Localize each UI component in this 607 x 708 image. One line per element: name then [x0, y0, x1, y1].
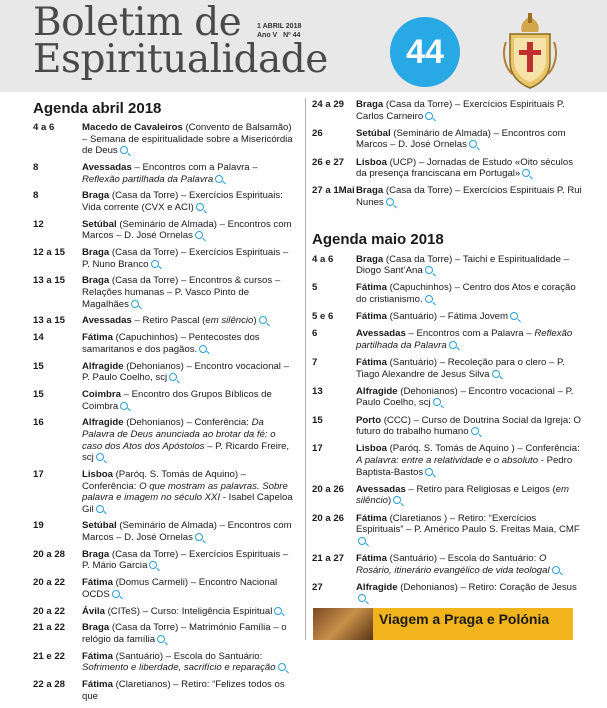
title-line-1: Boletim de	[33, 0, 242, 45]
agenda-entry	[312, 282, 582, 305]
agenda-entry	[33, 361, 295, 384]
entry-description: (Casa da Torre) – Taichi e Espiritualidade – Diogo Sant’Ana	[356, 253, 569, 277]
entry-text	[356, 553, 582, 576]
agenda-entry	[33, 469, 295, 515]
entry-place: Porto	[356, 414, 382, 426]
entry-date: 21 a 22	[33, 622, 66, 634]
magnifier-plus-icon[interactable]	[433, 398, 441, 406]
entry-date: 8	[33, 161, 39, 173]
issue-meta	[257, 22, 301, 40]
entry-text	[356, 513, 582, 548]
agenda-entry	[33, 275, 295, 310]
agenda-entry	[33, 651, 295, 674]
entry-description: (Casa da Torre) – Exercícios Espirituais P. Rui Nunes	[356, 185, 582, 208]
entry-place: Braga	[356, 253, 384, 265]
agenda-april-list	[33, 122, 295, 702]
entry-place: Fátima	[356, 311, 387, 323]
entry-place: Braga	[82, 190, 110, 202]
entry-place: Avessadas	[82, 161, 132, 173]
agenda-entry	[33, 520, 295, 543]
entry-description: (Claretianos ) – Retiro: “Exercícios Espirituais” – P. Américo Paulo S. Freitas Maia, CMF	[356, 512, 580, 536]
entry-italic-title: Da Palavra de Deus anunciada ao brotar da fé: o caso dos Atos dos Apóstolos	[82, 417, 276, 452]
magnifier-plus-icon[interactable]	[259, 316, 267, 324]
entry-text	[82, 622, 295, 645]
entry-place: Alfragide	[82, 417, 124, 429]
entry-description: (Domus Carmeli) – Encontro Nacional OCDS	[82, 577, 278, 600]
entry-text	[356, 99, 582, 122]
entry-date: 7	[312, 357, 318, 369]
entry-place: Fátima	[356, 552, 387, 564]
entry-description-tail: – P. Ricardo Freire, scj	[82, 440, 290, 464]
magnifier-plus-icon[interactable]	[274, 607, 282, 615]
entry-date: 15	[33, 388, 44, 400]
entry-place: Braga	[82, 247, 110, 259]
magnifier-plus-icon[interactable]	[196, 203, 204, 211]
entry-date: 17	[312, 443, 323, 455]
entry-date: 27 a 1Mai	[312, 185, 355, 197]
entry-place: Braga	[356, 185, 384, 197]
entry-place: Lisboa	[356, 443, 387, 455]
entry-text	[82, 520, 295, 543]
entry-date: 20 a 28	[33, 548, 66, 560]
entry-italic-title: em silêncio	[205, 315, 254, 327]
entry-place: Macedo de Cavaleiros	[82, 122, 183, 133]
entry-place: Braga	[82, 275, 110, 287]
agenda-april-continued-list	[312, 99, 582, 209]
newsletter-title	[33, 0, 328, 82]
magnifier-plus-icon[interactable]	[358, 594, 366, 602]
entry-description-tail: )	[253, 315, 257, 327]
entry-description: (UCP) – Jornadas de Estudo «Oito séculos da presença franciscana em Portugal»	[356, 156, 574, 180]
magnifier-plus-icon[interactable]	[469, 140, 477, 148]
agenda-entry	[33, 162, 295, 185]
religious-crest-icon	[500, 12, 560, 90]
agenda-entry	[33, 122, 295, 157]
entry-description: (Santuário) – Recoleção para o clero – P. Tiago Alexandre de Jesus Silva	[356, 357, 565, 380]
magnifier-plus-icon[interactable]	[151, 260, 159, 268]
entry-description: (Casa da Torre) – Exercícios Espirituais – P. Mário Garcia	[82, 548, 289, 572]
magnifier-plus-icon[interactable]	[278, 663, 286, 671]
entry-description: (Capuchinhos) – Pentecostes dos samaritanos e dos pagãos.	[82, 332, 260, 355]
promo-banner[interactable]	[313, 608, 573, 640]
entry-text	[82, 122, 295, 157]
promo-image	[313, 608, 373, 640]
entry-place: Lisboa	[82, 468, 113, 480]
entry-place: Alfragide	[356, 581, 398, 593]
agenda-entry	[312, 185, 582, 208]
magnifier-plus-icon[interactable]	[425, 266, 433, 274]
entry-text	[82, 219, 295, 242]
masthead	[0, 0, 607, 92]
entry-place: Avessadas	[82, 315, 132, 327]
entry-date: 5 e 6	[312, 311, 334, 323]
entry-date: 12 a 15	[33, 247, 66, 259]
entry-description: (CCC) – Curso de Doutrina Social da Igreja: O futuro do trabalho humano	[356, 414, 582, 438]
entry-description: – Retiro Pascal (	[131, 315, 206, 327]
entry-place: Fátima	[356, 282, 387, 294]
issue-volume-number: Ano V Nº 44	[257, 32, 301, 39]
magnifier-plus-icon[interactable]	[215, 175, 223, 183]
entry-text	[82, 469, 295, 515]
entry-italic-title: O que mostram as palavras. Sobre palavra e imagem no século XXI	[82, 480, 288, 504]
entry-text	[356, 282, 582, 305]
entry-description: (Convento de Balsamão) – Semana de espiritualidade sobre a Misericórdia de Deus	[82, 122, 293, 157]
magnifier-plus-icon[interactable]	[425, 295, 433, 303]
entry-description-tail: - Isabel Capeloa Gil	[82, 492, 293, 515]
agenda-entry	[33, 247, 295, 270]
agenda-april-column	[33, 100, 295, 708]
entry-description: (Paróq. S. Tomás de Aquino) – Conferência:	[82, 468, 247, 492]
magnifier-plus-icon[interactable]	[425, 468, 433, 476]
entry-text	[356, 443, 582, 478]
magnifier-plus-icon[interactable]	[471, 427, 479, 435]
promo-title: Viagem a Praga e Polónia	[379, 611, 550, 627]
magnifier-plus-icon[interactable]	[510, 312, 518, 320]
entry-description: (Paróq. S. Tomás de Aquino ) – Conferência:	[386, 443, 580, 455]
entry-description: (Seminário de Almada) – Encontros com Marcos – D. José Ornelas	[356, 127, 566, 151]
agenda-entry	[33, 219, 295, 242]
entry-date: 16	[33, 417, 44, 429]
magnifier-plus-icon[interactable]	[449, 341, 457, 349]
entry-description-tail: )	[388, 495, 392, 507]
entry-description: (Santuário) – Escola do Santuário:	[386, 552, 539, 564]
entry-date: 26	[312, 127, 323, 139]
entry-description: (Seminário de Almada) – Encontros com Marcos – D. José Ornelas	[82, 520, 292, 544]
entry-place: Avessadas	[356, 483, 406, 495]
entry-text	[356, 311, 582, 323]
entry-text	[356, 328, 582, 351]
entry-description: (Dehonianos) – Encontro vocacional – P. Paulo Coelho, scj	[82, 360, 289, 384]
entry-date: 24 a 29	[312, 99, 345, 110]
entry-text	[356, 128, 582, 151]
entry-description: (Casa da Torre) – Encontros & cursos – Relações humanas – P. Vasco Pinto de Magalhães	[82, 275, 281, 310]
entry-description: (Capuchinhos) – Centro dos Atos e coração do cristianismo.	[356, 282, 576, 305]
entry-place: Setúbal	[356, 127, 391, 139]
entry-italic-title: Reflexão partilhada da Palavra	[82, 173, 214, 185]
entry-place: Alfragide	[82, 360, 124, 372]
magnifier-plus-icon[interactable]	[492, 370, 500, 378]
entry-description: (Casa da Torre) – Matrimónio Família – o relógio da família	[82, 622, 287, 645]
agenda-entry	[312, 513, 582, 548]
column-divider	[305, 98, 306, 640]
agenda-entry	[33, 315, 295, 327]
entry-date: 21 a 27	[312, 552, 345, 564]
magnifier-plus-icon[interactable]	[157, 635, 165, 643]
entry-description: (Casa da Torre) – Exercícios Espirituais P. Carlos Carneiro	[356, 99, 565, 122]
agenda-entry	[33, 190, 295, 213]
entry-date: 21 e 22	[33, 650, 66, 662]
entry-text	[356, 386, 582, 409]
entry-text	[356, 484, 582, 507]
magnifier-plus-icon[interactable]	[96, 505, 104, 513]
entry-date: 15	[33, 360, 44, 372]
entry-place: Fátima	[82, 332, 113, 344]
agenda-entry	[33, 577, 295, 600]
entry-text	[82, 332, 295, 355]
agenda-entry	[33, 606, 295, 618]
entry-italic-title: A palavra: entre a relatividade e o absoluto	[356, 455, 539, 466]
agenda-may-title: Agenda maio 2018	[312, 230, 444, 248]
agenda-entry	[312, 311, 582, 323]
entry-place: Fátima	[82, 679, 113, 691]
entry-description: – Encontro dos Grupos Bíblicos de Coimbra	[82, 388, 272, 412]
entry-date: 20 a 26	[312, 483, 345, 495]
entry-date: 27	[312, 581, 323, 593]
entry-place: Lisboa	[356, 156, 387, 168]
agenda-entry	[33, 332, 295, 355]
entry-text	[356, 582, 582, 605]
agenda-may-list	[312, 254, 582, 605]
entry-text	[82, 162, 295, 185]
entry-italic-title: O Rosário, itinerário evangélico de vida teologal	[356, 552, 550, 576]
magnifier-plus-icon[interactable]	[169, 373, 177, 381]
entry-date: 8	[33, 190, 39, 202]
entry-description-tail: - Pedro Baptista-Bastos	[356, 455, 573, 478]
entry-place: Braga	[356, 99, 384, 110]
entry-date: 12	[33, 218, 44, 230]
entry-place: Fátima	[356, 357, 387, 369]
agenda-entry	[312, 443, 582, 478]
entry-date: 14	[33, 332, 44, 344]
magnifier-plus-icon[interactable]	[149, 561, 157, 569]
entry-text	[82, 389, 295, 412]
entry-text	[82, 651, 295, 674]
entry-date: 26 e 27	[312, 156, 345, 168]
magnifier-plus-icon[interactable]	[195, 533, 203, 541]
title-line-2: Espiritualidade	[33, 37, 328, 82]
agenda-entry	[312, 415, 582, 438]
entry-text	[82, 606, 295, 618]
entry-date: 13	[312, 385, 323, 397]
entry-place: Avessadas	[356, 328, 406, 340]
entry-place: Setúbal	[82, 520, 117, 532]
entry-description: (Santuário) – Fátima Jovem	[386, 311, 508, 323]
entry-italic-title: Sofrimento e liberdade, sacrifício e reparação	[82, 662, 276, 674]
issue-date: 1 ABRIL 2018	[257, 23, 302, 30]
entry-date: 17	[33, 468, 44, 480]
entry-date: 20 a 22	[33, 577, 66, 589]
entry-text	[356, 157, 582, 180]
agenda-entry	[312, 99, 582, 122]
agenda-entry	[312, 328, 582, 351]
entry-date: 15	[312, 414, 323, 426]
entry-date: 13 a 15	[33, 275, 66, 287]
magnifier-plus-icon[interactable]	[393, 496, 401, 504]
agenda-entry	[33, 679, 295, 702]
entry-place: Fátima	[82, 577, 113, 589]
magnifier-plus-icon[interactable]	[199, 345, 207, 353]
magnifier-plus-icon[interactable]	[112, 590, 120, 598]
magnifier-plus-icon[interactable]	[425, 112, 433, 120]
entry-text	[82, 190, 295, 213]
magnifier-plus-icon[interactable]	[120, 402, 128, 410]
entry-italic-title: em silêncio	[356, 483, 569, 507]
agenda-entry	[33, 389, 295, 412]
entry-description: – Retiro para Religiosas e Leigos (	[405, 483, 556, 495]
agenda-right-column	[312, 99, 582, 611]
entry-date: 13 a 15	[33, 315, 66, 327]
entry-date: 19	[33, 520, 44, 532]
agenda-entry	[312, 553, 582, 576]
entry-text	[82, 315, 295, 327]
entry-date: 20 a 22	[33, 605, 66, 617]
entry-date: 4 a 6	[312, 253, 334, 265]
entry-description: (Dehonianos) – Retiro: Coração de Jesus	[397, 581, 577, 593]
entry-text	[82, 247, 295, 270]
entry-description: (Casa da Torre) – Exercícios Espirituais: Vida corrente (CVX e ACI)	[82, 190, 283, 213]
entry-place: Ávila	[82, 605, 105, 617]
entry-date: 6	[312, 328, 318, 340]
entry-date: 20 a 26	[312, 512, 345, 524]
entry-text	[356, 254, 582, 277]
entry-description: (Casa da Torre) – Exercícios Espirituais – P. Nuno Branco	[82, 247, 289, 270]
magnifier-plus-icon[interactable]	[552, 566, 560, 574]
agenda-entry	[312, 386, 582, 409]
entry-text	[82, 549, 295, 572]
agenda-entry	[33, 417, 295, 463]
agenda-april-title: Agenda abril 2018	[33, 100, 162, 117]
magnifier-plus-icon[interactable]	[358, 537, 366, 545]
entry-description: (CITeS) – Curso: Inteligência Espiritual	[104, 605, 273, 617]
entry-place: Setúbal	[82, 218, 117, 230]
magnifier-plus-icon[interactable]	[386, 198, 394, 206]
agenda-entry	[312, 357, 582, 380]
entry-text	[356, 185, 582, 208]
entry-description: (Dehonianos) – Encontro vocacional – P. Paulo Coelho, scj	[356, 385, 574, 409]
entry-description: (Dehonianos) – Conferência:	[123, 417, 252, 429]
agenda-entry	[33, 622, 295, 645]
agenda-entry	[312, 582, 582, 605]
issue-number-badge: 44	[390, 17, 460, 87]
entry-description: – Encontros com a Palavra –	[405, 328, 535, 340]
entry-text	[82, 361, 295, 384]
entry-place: Alfragide	[356, 385, 398, 397]
magnifier-plus-icon[interactable]	[195, 231, 203, 239]
entry-description: (Claretianos) – Retiro: “Felizes todos os que	[82, 679, 285, 702]
entry-description: – Encontros com a Palavra –	[131, 161, 258, 173]
entry-text	[82, 275, 295, 310]
agenda-entry	[312, 484, 582, 507]
agenda-entry	[33, 549, 295, 572]
magnifier-plus-icon[interactable]	[522, 169, 530, 177]
entry-place: Braga	[82, 548, 110, 560]
entry-description: (Santuário) – Escola do Santuário:	[112, 650, 263, 662]
entry-text	[356, 415, 582, 438]
magnifier-plus-icon[interactable]	[131, 300, 139, 308]
magnifier-plus-icon[interactable]	[96, 453, 104, 461]
entry-date: 22 a 28	[33, 679, 66, 691]
agenda-entry	[312, 254, 582, 277]
entry-text	[82, 417, 295, 463]
magnifier-plus-icon[interactable]	[120, 146, 128, 154]
entry-place: Braga	[82, 622, 110, 634]
entry-place: Fátima	[82, 650, 113, 662]
entry-description: (Seminário de Almada) – Encontros com Marcos – D. José Ornelas	[82, 218, 292, 242]
entry-place: Fátima	[356, 512, 387, 524]
entry-date: 4 a 6	[33, 122, 55, 133]
entry-italic-title: Reflexão partilhada da Palavra	[356, 328, 573, 351]
entry-place: Coimbra	[82, 388, 121, 400]
agenda-entry	[312, 157, 582, 180]
agenda-entry	[312, 128, 582, 151]
entry-text	[356, 357, 582, 380]
entry-date: 5	[312, 282, 318, 294]
entry-text	[82, 577, 295, 600]
entry-text	[82, 679, 295, 702]
